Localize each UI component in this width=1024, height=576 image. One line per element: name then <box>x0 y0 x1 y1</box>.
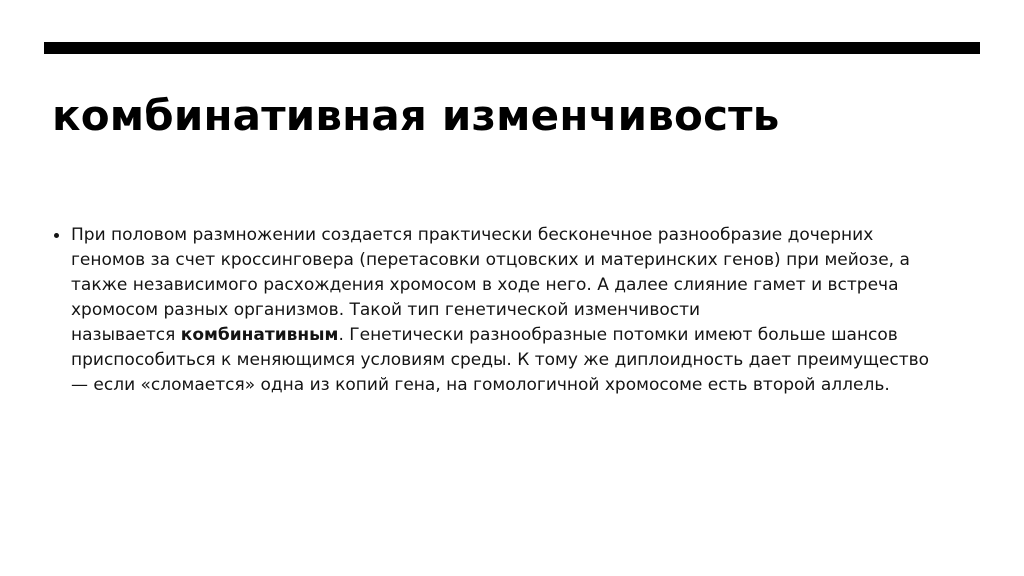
slide-body <box>54 223 974 398</box>
line-5-before: называется <box>71 325 181 345</box>
paragraph-line-7: — если «сломается» одна из копий гена, на гомологичной хромосоме есть второй аллель. <box>71 375 890 395</box>
paragraph-line-2: геномов за счет кроссинговера (перетасовки отцовских и материнских генов) при мейозе, а <box>71 250 910 270</box>
top-rule <box>44 42 980 54</box>
line-5-after: . Генетически разнообразные потомки имеют больше шансов <box>338 325 898 345</box>
slide-title: комбинативная изменчивость <box>52 91 780 140</box>
paragraph-line-6: приспособиться к меняющимся условиям среды. К тому же диплоидность дает преимущество <box>71 350 930 370</box>
bullet-item <box>54 223 974 398</box>
bullet-icon <box>54 233 59 238</box>
paragraph-line-3: также независимого расхождения хромосом в ходе него. А далее слияние гамет и встреча <box>71 275 899 295</box>
term-bold: комбинативным <box>180 325 339 345</box>
paragraph-line-4: хромосом разных организмов. Такой тип генетической изменчивости <box>71 300 701 320</box>
paragraph-line-1: При половом размножении создается практически бесконечное разнообразие дочерних <box>71 225 874 245</box>
paragraph-line-5 <box>71 323 974 348</box>
